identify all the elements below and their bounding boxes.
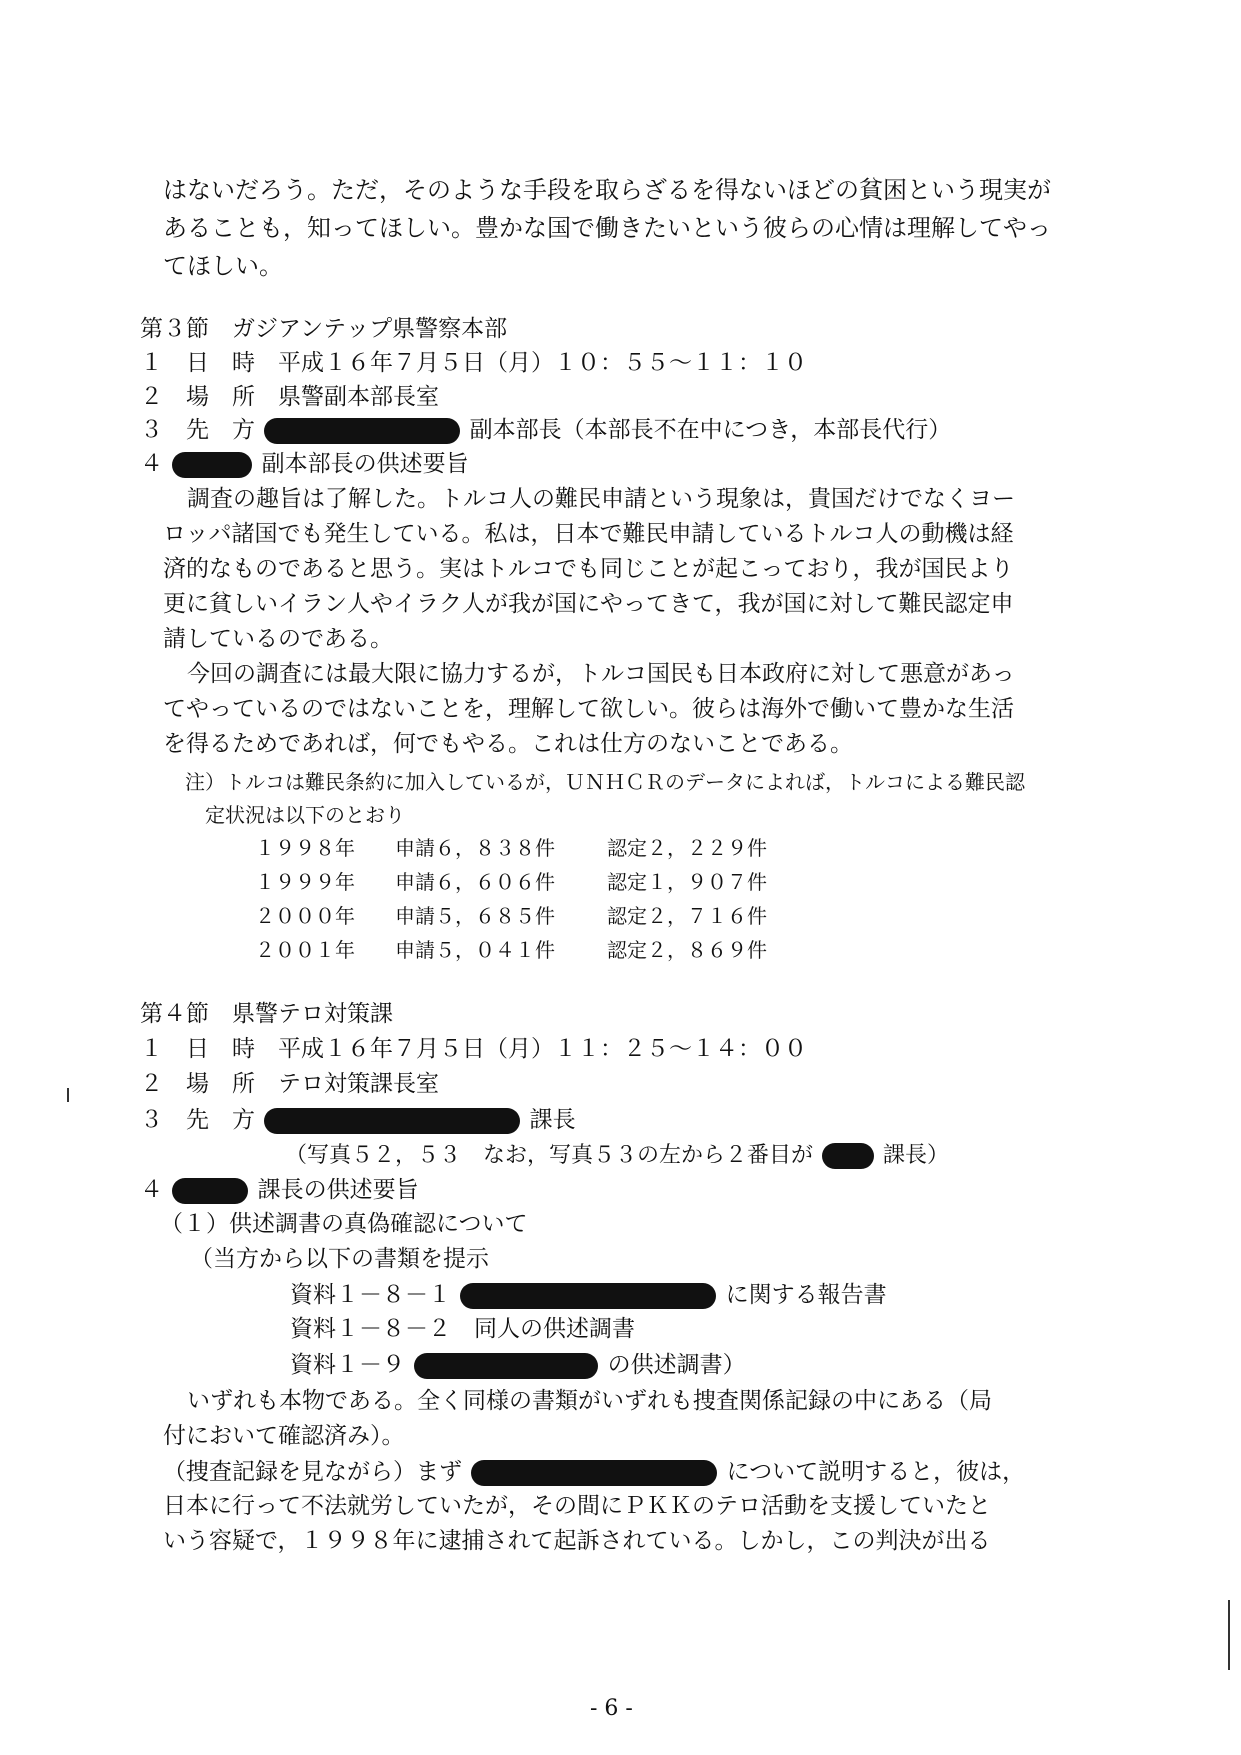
sec4-present-line: （当方から以下の書類を提示 [190,1246,489,1272]
sec3-statement-heading [140,452,469,478]
sec4-place: ２ 場 所 テロ対策課長室 [140,1071,439,1097]
table-year: ２０００年 [255,904,355,928]
sec3-note-line: 定状況は以下のとおり [205,803,405,827]
sec4-party-title: 課長 [529,1107,576,1133]
doc1-label: 資料１－８－１ [290,1282,451,1308]
sec3-party [140,418,951,444]
intro-line-3: てほしい。 [163,252,283,280]
table-row [255,872,767,892]
sec3-p1-line: 更に貧しいイラン人やイラク人が我が国にやってきて，我が国に対して難民認定申 [163,591,1014,617]
sec4-party-label: ３ 先 方 [140,1107,255,1133]
sec4-item4-number: ４ [140,1177,163,1203]
redaction-mark [264,418,460,444]
sec4-document-2: 資料１－８－２ 同人の供述調書 [290,1316,635,1342]
sec3-p1-line: 済的なものであると思う。実はトルコでも同じことが起こっており，我が国民より [163,556,1014,582]
sec4-statement-heading [140,1178,419,1204]
table-applications: 申請６，６０６件 [395,870,555,894]
sec4-date: １ 日 時 平成１６年７月５日（月）１１：２５～１４：００ [140,1036,807,1062]
sec3-p1-line: 調査の趣旨は了解した。トルコ人の難民申請という現象は，貴国だけでなくヨー [187,486,1015,512]
sec4-heading: 第４節 県警テロ対策課 [140,1001,393,1027]
page-number: - 6 - [590,1696,633,1721]
sec4-document-1 [290,1283,887,1309]
table-year: ２００１年 [255,938,355,962]
sec3-item4-title: 副本部長の供述要旨 [261,451,469,477]
sec3-p1-line: 請しているのである。 [163,626,393,652]
sec4-p2-prefix: （捜査記録を見ながら）まず [163,1459,462,1485]
sec3-heading: 第３節 ガジアンテップ県警察本部 [140,316,508,342]
table-recognitions: 認定２，２２９件 [607,836,767,860]
sec3-place: ２ 場 所 県警副本部長室 [140,384,439,410]
scan-edge-mark [1228,1600,1230,1670]
redaction-mark [264,1108,520,1134]
doc3-title: の供述調書） [607,1352,746,1378]
redaction-mark [414,1353,598,1379]
table-year: １９９９年 [255,870,355,894]
sec4-p2-line: いう容疑で，１９９８年に逮捕されて起訴されている。しかし，この判決が出る [163,1528,991,1554]
doc1-title: に関する報告書 [725,1282,887,1308]
sec4-photo-note [285,1143,949,1169]
sec3-note-line: 注）トルコは難民条約に加入しているが，ＵＮＨＣＲのデータによれば，トルコによる難民認 [185,770,1025,794]
redaction-mark [471,1460,717,1486]
doc3-label: 資料１－９ [290,1352,405,1378]
sec4-p2-line: 日本に行って不法就労していたが，その間にＰＫＫのテロ活動を支援していたと [163,1493,991,1519]
sec4-p2-suffix: について説明すると，彼は， [726,1459,1026,1485]
sec3-item4-number: ４ [140,451,163,477]
sec3-p2-line: を得るためであれば，何でもやる。これは仕方のないことである。 [163,731,853,757]
table-applications: 申請５，６８５件 [395,904,555,928]
table-recognitions: 認定２，８６９件 [607,938,767,962]
sec4-party [140,1108,576,1134]
sec4-p2-line [163,1460,1025,1486]
intro-line-2: あることも，知ってほしい。豊かな国で働きたいという彼らの心情は理解してやっ [163,214,1051,242]
scan-edge-mark [67,1088,69,1102]
table-year: １９９８年 [255,836,355,860]
sec3-date: １ 日 時 平成１６年７月５日（月）１０：５５～１１：１０ [140,350,807,376]
table-row [255,940,767,960]
sec4-photo-suffix: 課長） [883,1143,950,1168]
sec4-photo-prefix: （写真５２，５３ なお，写真５３の左から２番目が [285,1143,814,1168]
sec3-p2-line: 今回の調査には最大限に協力するが，トルコ国民も日本政府に対して悪意があっ [187,661,1015,687]
table-applications: 申請６，８３８件 [395,836,555,860]
sec4-p1-line: いずれも本物である。全く同様の書類がいずれも捜査関係記録の中にある（局 [187,1388,992,1414]
sec3-p1-line: ロッパ諸国でも発生している。私は，日本で難民申請しているトルコ人の動機は経 [163,521,1014,547]
sec4-subheading: （１）供述調書の真偽確認について [160,1211,528,1237]
intro-line-1: はないだろう。ただ，そのような手段を取らざるを得ないほどの貧困という現実が [163,176,1051,204]
table-recognitions: 認定２，７１６件 [607,904,767,928]
sec3-party-label: ３ 先 方 [140,417,255,443]
redaction-mark [822,1143,874,1169]
redaction-mark [460,1283,716,1309]
table-applications: 申請５，０４１件 [395,938,555,962]
sec4-document-3 [290,1353,746,1379]
redaction-mark [172,1178,248,1204]
sec3-p2-line: てやっているのではないことを，理解して欲しい。彼らは海外で働いて豊かな生活 [163,696,1014,722]
table-recognitions: 認定１，９０７件 [607,870,767,894]
sec3-party-title: 副本部長（本部長不在中につき，本部長代行） [469,417,952,443]
redaction-mark [172,452,252,478]
sec4-p1-line: 付において確認済み）。 [163,1423,405,1449]
sec4-item4-title: 課長の供述要旨 [257,1177,419,1203]
table-row [255,838,767,858]
table-row [255,906,767,926]
